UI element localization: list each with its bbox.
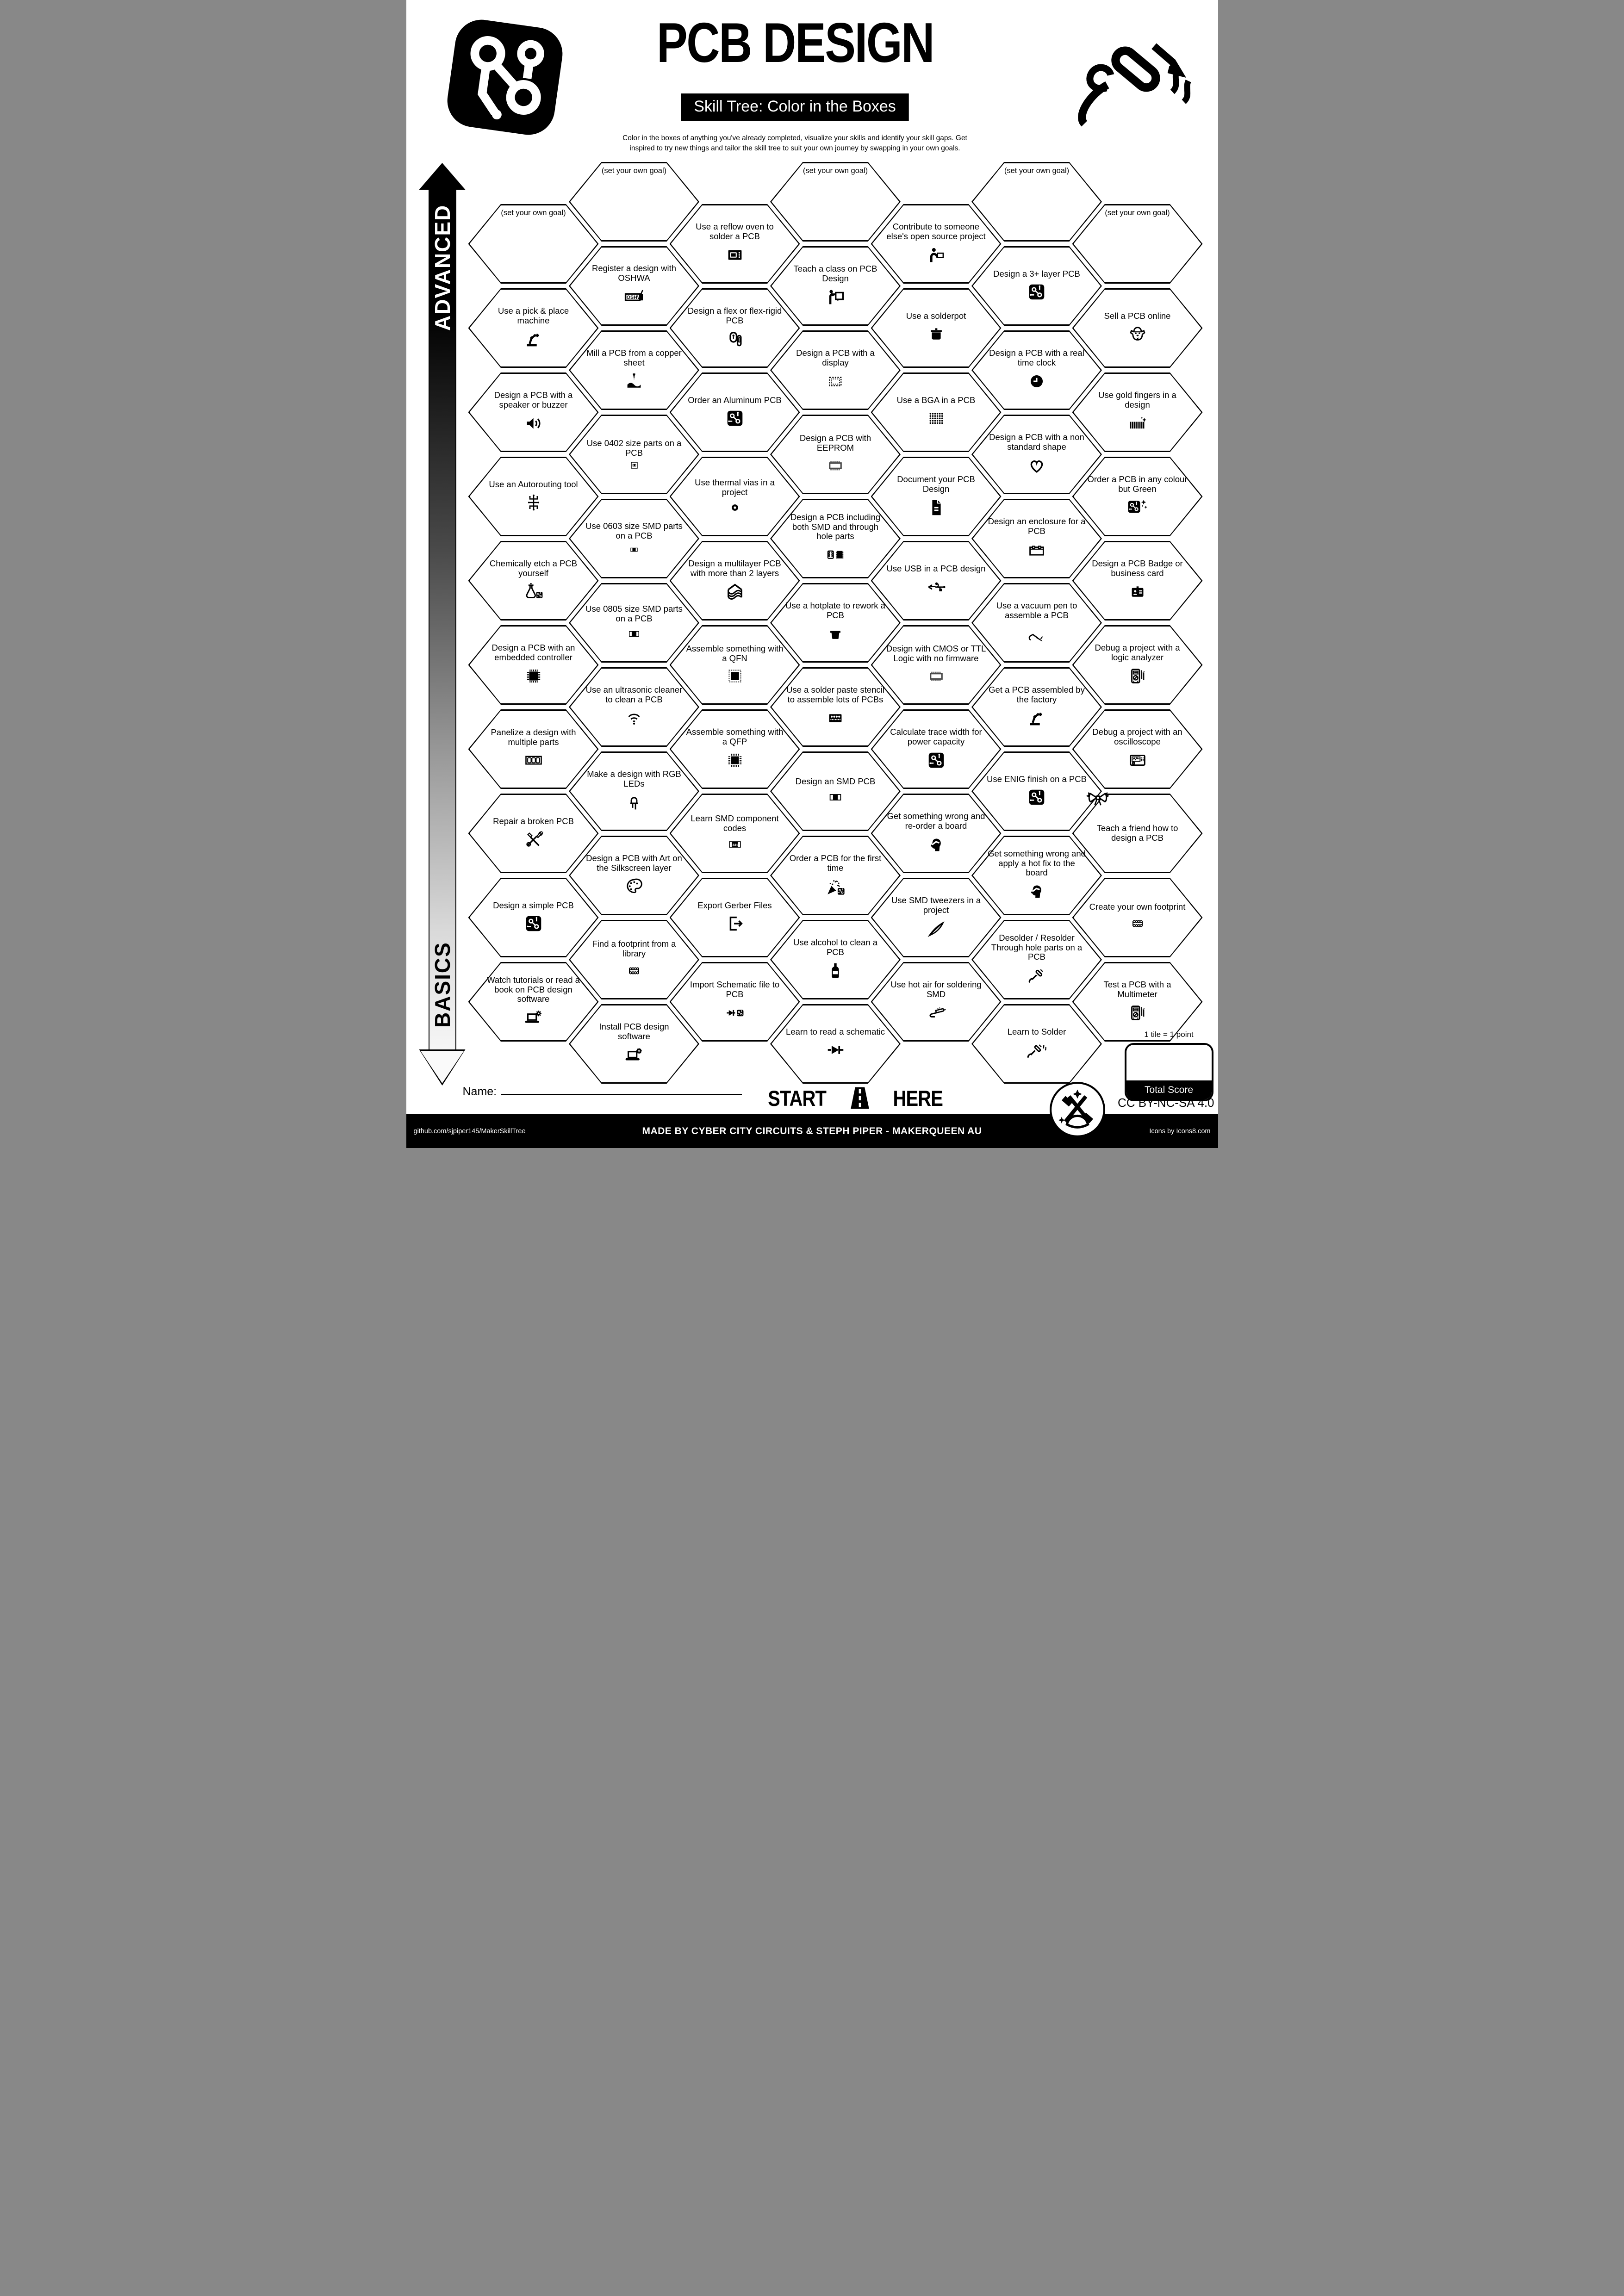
clock-icon — [1026, 371, 1047, 392]
stencil-icon — [825, 707, 846, 729]
hex-label: Export Gerber Files — [697, 900, 772, 910]
dip-icon — [826, 456, 845, 475]
poster-page — [406, 0, 1218, 1148]
hex-tile[interactable] — [1072, 709, 1203, 789]
scope-icon — [1127, 750, 1148, 771]
hex-label: Teach a friend how to design a PCB — [1096, 823, 1178, 843]
doc-icon — [926, 497, 947, 518]
hotair-icon — [926, 1002, 947, 1024]
ultrasonic-icon — [623, 707, 645, 729]
hex-label: Use 0402 size parts on a PCB — [586, 438, 682, 458]
hex-label: Design a multilayer PCB with more than 2 layers — [688, 558, 781, 578]
hex-tile[interactable] — [1072, 625, 1203, 705]
hex-label: Use an Autorouting tool — [489, 479, 578, 489]
dog-icon — [1127, 323, 1148, 345]
hex-label: Get something wrong and apply a hot fix to the board — [988, 848, 1086, 878]
footer-repo-url: github.com/sjpiper145/MakerSkillTree — [413, 1127, 526, 1135]
hex-label: Panelize a design with multiple parts — [491, 727, 576, 747]
here-word: HERE — [893, 1086, 943, 1111]
hex-label: Contribute to someone else's open source project — [886, 222, 986, 241]
layers-icon — [724, 581, 746, 602]
laptop-gear-icon — [523, 1007, 544, 1028]
goldfingers-icon — [1127, 413, 1148, 434]
hex-label: Design with CMOS or TTL Logic with no firmware — [886, 644, 986, 663]
flask-pcb-icon — [523, 581, 544, 602]
road-icon — [839, 1083, 881, 1113]
hotplate-icon — [825, 623, 846, 645]
oven-icon — [724, 244, 746, 266]
hex-label: Design a PCB with a non standard shape — [989, 432, 1084, 452]
hex-label: Use a vacuum pen to assemble a PCB — [996, 601, 1077, 620]
diode-icon — [825, 1039, 846, 1061]
via-icon — [728, 500, 742, 515]
pcb-icon — [724, 408, 746, 429]
hex-label: Use 0805 size SMD parts on a PCB — [585, 604, 683, 623]
tweezers-icon — [926, 918, 947, 939]
start-here-marker — [730, 1083, 980, 1113]
hex-label: Design a PCB with an embedded controller — [492, 643, 575, 662]
iron-smoke-icon — [1026, 1039, 1047, 1061]
svg-text:331: 331 — [732, 843, 738, 847]
basics-label: BASICS — [430, 942, 454, 1028]
bottle-icon — [825, 960, 846, 981]
hex-label: (set your own goal) — [803, 167, 868, 175]
hex-label: Design a PCB with a display — [796, 348, 875, 367]
hex-label: Design a PCB Badge or business card — [1092, 558, 1183, 578]
hex-label: Repair a broken PCB — [493, 816, 574, 826]
hex-tile[interactable] — [1072, 794, 1203, 873]
hex-label: Use gold fingers in a design — [1098, 390, 1176, 410]
hex-label: Use a pick & place machine — [498, 306, 569, 325]
vacuum-icon — [1026, 623, 1047, 645]
hex-label: Watch tutorials or read a book on PCB design software — [487, 974, 580, 1004]
pcb-icon — [1026, 281, 1047, 303]
multimeter-icon — [1127, 665, 1148, 687]
flex-icon — [724, 329, 746, 350]
multimeter-icon — [1127, 1002, 1148, 1024]
led-icon — [623, 792, 645, 813]
tile-point-note: 1 tile = 1 point — [1144, 1030, 1194, 1039]
autoroute-icon — [523, 492, 544, 513]
bow-icon — [1084, 784, 1111, 811]
hex-label: (set your own goal) — [501, 209, 566, 217]
hex-label: Find a footprint from a library — [592, 939, 676, 958]
res-smd-icon — [827, 789, 844, 806]
hex-label: (set your own goal) — [601, 167, 667, 175]
hex-label: Install PCB design software — [599, 1022, 669, 1041]
hex-label: (set your own goal) — [1004, 167, 1070, 175]
hex-label: Use USB in a PCB design — [886, 563, 986, 573]
hex-label: Design a PCB with Art on the Silkscreen layer — [586, 853, 682, 873]
hex-label: Assemble something with a QFP — [686, 727, 784, 746]
iron-icon — [1026, 965, 1047, 986]
page-subtitle: Skill Tree: Color in the Boxes — [681, 93, 909, 121]
hex-label: Use a solderpot — [906, 310, 966, 321]
qfn-icon — [725, 666, 745, 686]
hex-label: Sell a PCB online — [1104, 310, 1171, 321]
name-input-line[interactable] — [501, 1082, 742, 1095]
res-0805-icon — [627, 627, 641, 641]
hex-label: Use a BGA in a PCB — [896, 395, 976, 405]
robot-arm-icon — [523, 329, 544, 350]
hex-tile[interactable] — [1072, 204, 1203, 284]
total-score-box — [1125, 1043, 1213, 1101]
hex-label: Design a PCB with a speaker or buzzer — [494, 390, 573, 410]
tools-icon — [523, 829, 544, 850]
hex-label: Use a solder paste stencil to assemble lots of PCBs — [786, 685, 884, 704]
hex-label: Use an ultrasonic cleaner to clean a PCB — [585, 685, 683, 704]
hex-label: Design a simple PCB — [493, 900, 574, 910]
bga-icon — [926, 408, 947, 429]
laptop-gear-icon — [623, 1044, 645, 1066]
pcb-sparkle-icon — [1127, 497, 1148, 518]
res-code-icon — [727, 836, 743, 853]
hex-label: Use a hotplate to rework a PCB — [785, 601, 885, 620]
mill-icon — [623, 371, 645, 392]
footprint-icon — [1128, 914, 1147, 933]
hex-label: Use ENIG finish on a PCB — [987, 774, 1087, 784]
hex-label: Design a PCB with a real time clock — [989, 348, 1084, 367]
oshw-icon — [623, 286, 645, 308]
hex-label: Learn to Solder — [1007, 1026, 1066, 1036]
hex-label: Assemble something with a QFN — [686, 644, 784, 663]
hex-label: Use a reflow oven to solder a PCB — [696, 222, 774, 241]
hex-label: Learn to read a schematic — [786, 1026, 885, 1036]
hex-label: Use 0603 size SMD parts on a PCB — [585, 521, 683, 540]
facepalm-icon — [926, 834, 947, 855]
hex-tile[interactable] — [1072, 878, 1203, 957]
hex-tile[interactable] — [1072, 288, 1203, 368]
hex-tile[interactable] — [1072, 372, 1203, 452]
total-score-label: Total Score — [1126, 1080, 1212, 1099]
hex-label: Design a PCB including both SMD and through hole parts — [790, 512, 881, 541]
hex-label: Calculate trace width for power capacity — [890, 727, 982, 746]
hex-label: Make a design with RGB LEDs — [587, 769, 681, 788]
page-title: PCB DESIGN — [656, 11, 933, 74]
hex-label: Register a design with OSHWA — [591, 263, 676, 283]
pot-icon — [926, 323, 947, 345]
facepalm-icon — [1026, 881, 1047, 902]
hex-label: Order a PCB for the first time — [789, 853, 882, 873]
hex-label: Mill a PCB from a copper sheet — [586, 348, 682, 367]
res-0402-icon — [629, 460, 639, 470]
svg-text:OSHW: OSHW — [626, 294, 642, 300]
hex-label: (set your own goal) — [1105, 209, 1170, 217]
hex-label: Use thermal vias in a project — [695, 478, 775, 497]
pcb-icon — [1026, 787, 1047, 808]
display-icon — [825, 371, 846, 392]
hex-label: Create your own footprint — [1089, 901, 1186, 912]
res-0603-icon — [628, 544, 640, 556]
import-pcb-icon — [724, 1002, 746, 1024]
party-pcb-icon — [825, 876, 846, 897]
hex-label: Get a PCB assembled by the factory — [989, 685, 1085, 704]
hex-label: Chemically etch a PCB yourself — [489, 558, 578, 578]
dip-icon — [927, 666, 946, 686]
chip-icon — [523, 665, 544, 687]
hex-label: Learn SMD component codes — [691, 813, 779, 833]
hex-label: Teach a class on PCB Design — [793, 264, 877, 283]
hex-tile[interactable] — [1072, 541, 1203, 621]
robot-arm-icon — [1026, 707, 1047, 729]
panel-icon — [523, 750, 544, 770]
license-text: CC BY-NC-SA 4.0 — [1117, 1096, 1214, 1110]
pcb-icon — [926, 750, 947, 771]
page-description: Color in the boxes of anything you've already completed, visualize your skills and identify your skill gaps. Get inspired to try new things and tailor the skill tree to suit your own journey by swapping in your own goals. — [622, 134, 967, 153]
qfp-icon — [724, 750, 746, 771]
hex-label: Order a PCB in any colour but Green — [1087, 474, 1188, 494]
usb-icon — [926, 576, 947, 597]
hex-label: Design a flex or flex-rigid PCB — [687, 306, 782, 325]
smd-th-icon — [825, 544, 846, 565]
hex-label: Desolder / Resolder Through hole parts on a PCB — [991, 932, 1083, 962]
maker-badge-icon — [1049, 1081, 1106, 1138]
idcard-icon — [1127, 581, 1148, 602]
hex-label: Use alcohol to clean a PCB — [793, 937, 878, 957]
footer-credit: MADE BY CYBER CITY CIRCUITS & STEPH PIPER - MAKERQUEEN AU — [642, 1125, 982, 1136]
hex-label: Order an Aluminum PCB — [688, 395, 782, 405]
footprint-icon — [625, 962, 643, 980]
skill-hex-grid — [406, 0, 1218, 1148]
hex-label: Design an SMD PCB — [795, 776, 876, 786]
hex-label: Test a PCB with a Multimeter — [1103, 980, 1171, 999]
name-field — [463, 1082, 742, 1098]
hex-label: Design an enclosure for a PCB — [988, 516, 1086, 536]
hex-label: Use hot air for soldering SMD — [890, 980, 982, 999]
palette-icon — [623, 876, 645, 897]
hex-tile[interactable] — [1072, 457, 1203, 536]
hex-label: Debug a project with an oscilloscope — [1092, 727, 1182, 746]
hex-label: Document your PCB Design — [897, 474, 975, 494]
score-input-area[interactable] — [1126, 1045, 1212, 1080]
box-icon — [1026, 539, 1047, 560]
hex-label: Debug a project with a logic analyzer — [1095, 643, 1180, 662]
advanced-label: ADVANCED — [430, 204, 454, 331]
pcb-icon — [523, 913, 544, 934]
hex-label: Design a 3+ layer PCB — [993, 268, 1080, 279]
heart-icon — [1026, 455, 1047, 476]
hex-label: Get something wrong and re-order a board — [887, 811, 985, 831]
hex-label: Use SMD tweezers in a project — [891, 895, 981, 915]
contribute-icon — [926, 244, 947, 266]
footer-icons-credit: Icons by Icons8.com — [1149, 1127, 1211, 1135]
teach-icon — [825, 286, 846, 308]
start-word: START — [768, 1086, 827, 1111]
name-label: Name: — [462, 1085, 497, 1098]
speaker-icon — [523, 413, 544, 434]
hex-label: Design a PCB with EEPROM — [799, 433, 871, 453]
export-icon — [724, 913, 746, 934]
hex-label: Import Schematic file to PCB — [690, 980, 780, 999]
